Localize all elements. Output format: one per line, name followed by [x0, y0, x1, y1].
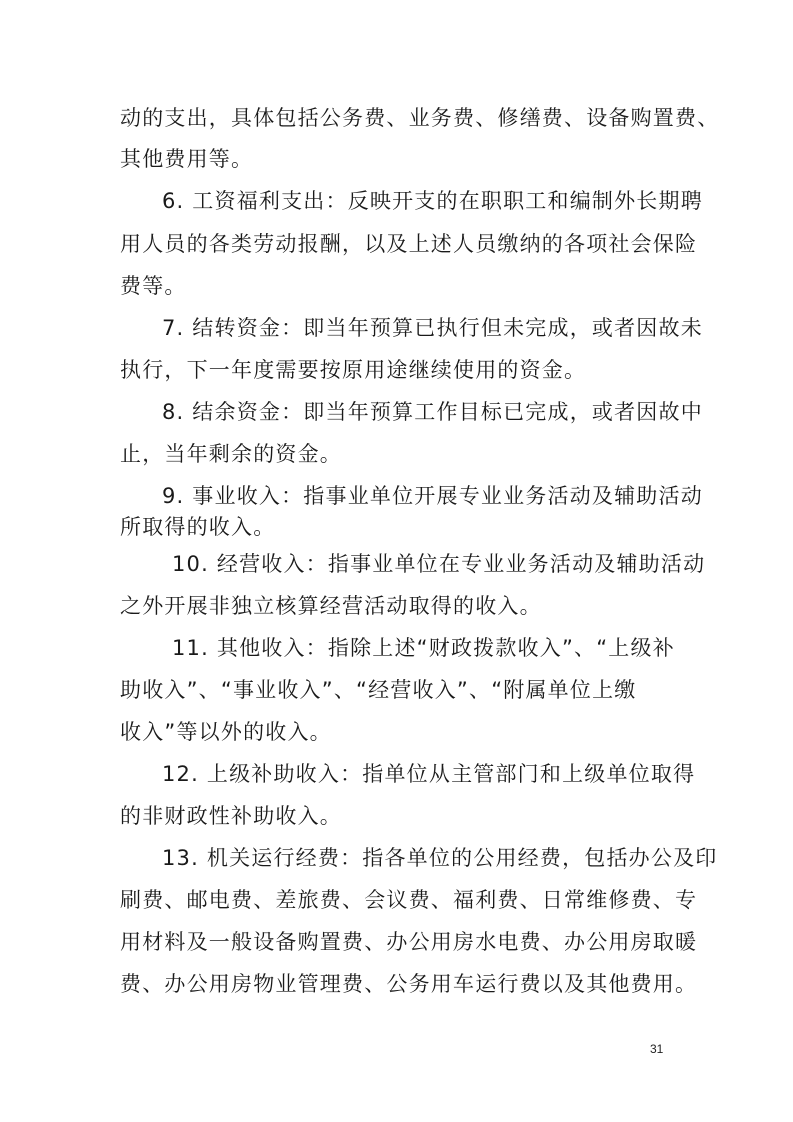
text-line: 13. 机关运行经费：指各单位的公用经费，包括办公及印	[162, 846, 718, 870]
text-line: 所取得的收入。	[120, 515, 276, 539]
text-line: 助收入”、“事业收入”、“经营收入”、“附属单位上缴	[120, 678, 637, 702]
text-line: 6. 工资福利支出：反映开支的在职职工和编制外长期聘	[162, 189, 703, 213]
text-line: 11. 其他收入：指除上述“财政拨款收入”、“上级补	[172, 636, 675, 660]
page-number: 31	[650, 1042, 664, 1056]
text-line: 收入”等以外的收入。	[120, 720, 332, 744]
text-line: 7. 结转资金：即当年预算已执行但未完成，或者因故未	[162, 316, 703, 340]
text-line: 动的支出，具体包括公务费、业务费、修缮费、设备购置费、	[120, 106, 720, 130]
text-line: 执行，下一年度需要按原用途继续使用的资金。	[120, 358, 587, 382]
text-line: 其他费用等。	[120, 147, 254, 171]
text-line: 12. 上级补助收入：指单位从主管部门和上级单位取得	[162, 762, 696, 786]
text-line: 之外开展非独立核算经营活动取得的收入。	[120, 594, 542, 618]
text-line: 刷费、邮电费、差旅费、会议费、福利费、日常维修费、专	[120, 888, 698, 912]
text-line: 费、办公用房物业管理费、公务用车运行费以及其他费用。	[120, 972, 698, 996]
text-line: 费等。	[120, 274, 187, 298]
text-line: 用人员的各类劳动报酬，以及上述人员缴纳的各项社会保险	[120, 232, 698, 256]
text-line: 止，当年剩余的资金。	[120, 442, 342, 466]
text-line: 10. 经营收入：指事业单位在专业业务活动及辅助活动	[172, 552, 706, 576]
text-line: 用材料及一般设备购置费、办公用房水电费、办公用房取暖	[120, 930, 698, 954]
text-line: 的非财政性补助收入。	[120, 804, 342, 828]
text-line: 8. 结余资金：即当年预算工作目标已完成，或者因故中	[162, 400, 703, 424]
text-line: 9. 事业收入：指事业单位开展专业业务活动及辅助活动	[162, 484, 703, 508]
